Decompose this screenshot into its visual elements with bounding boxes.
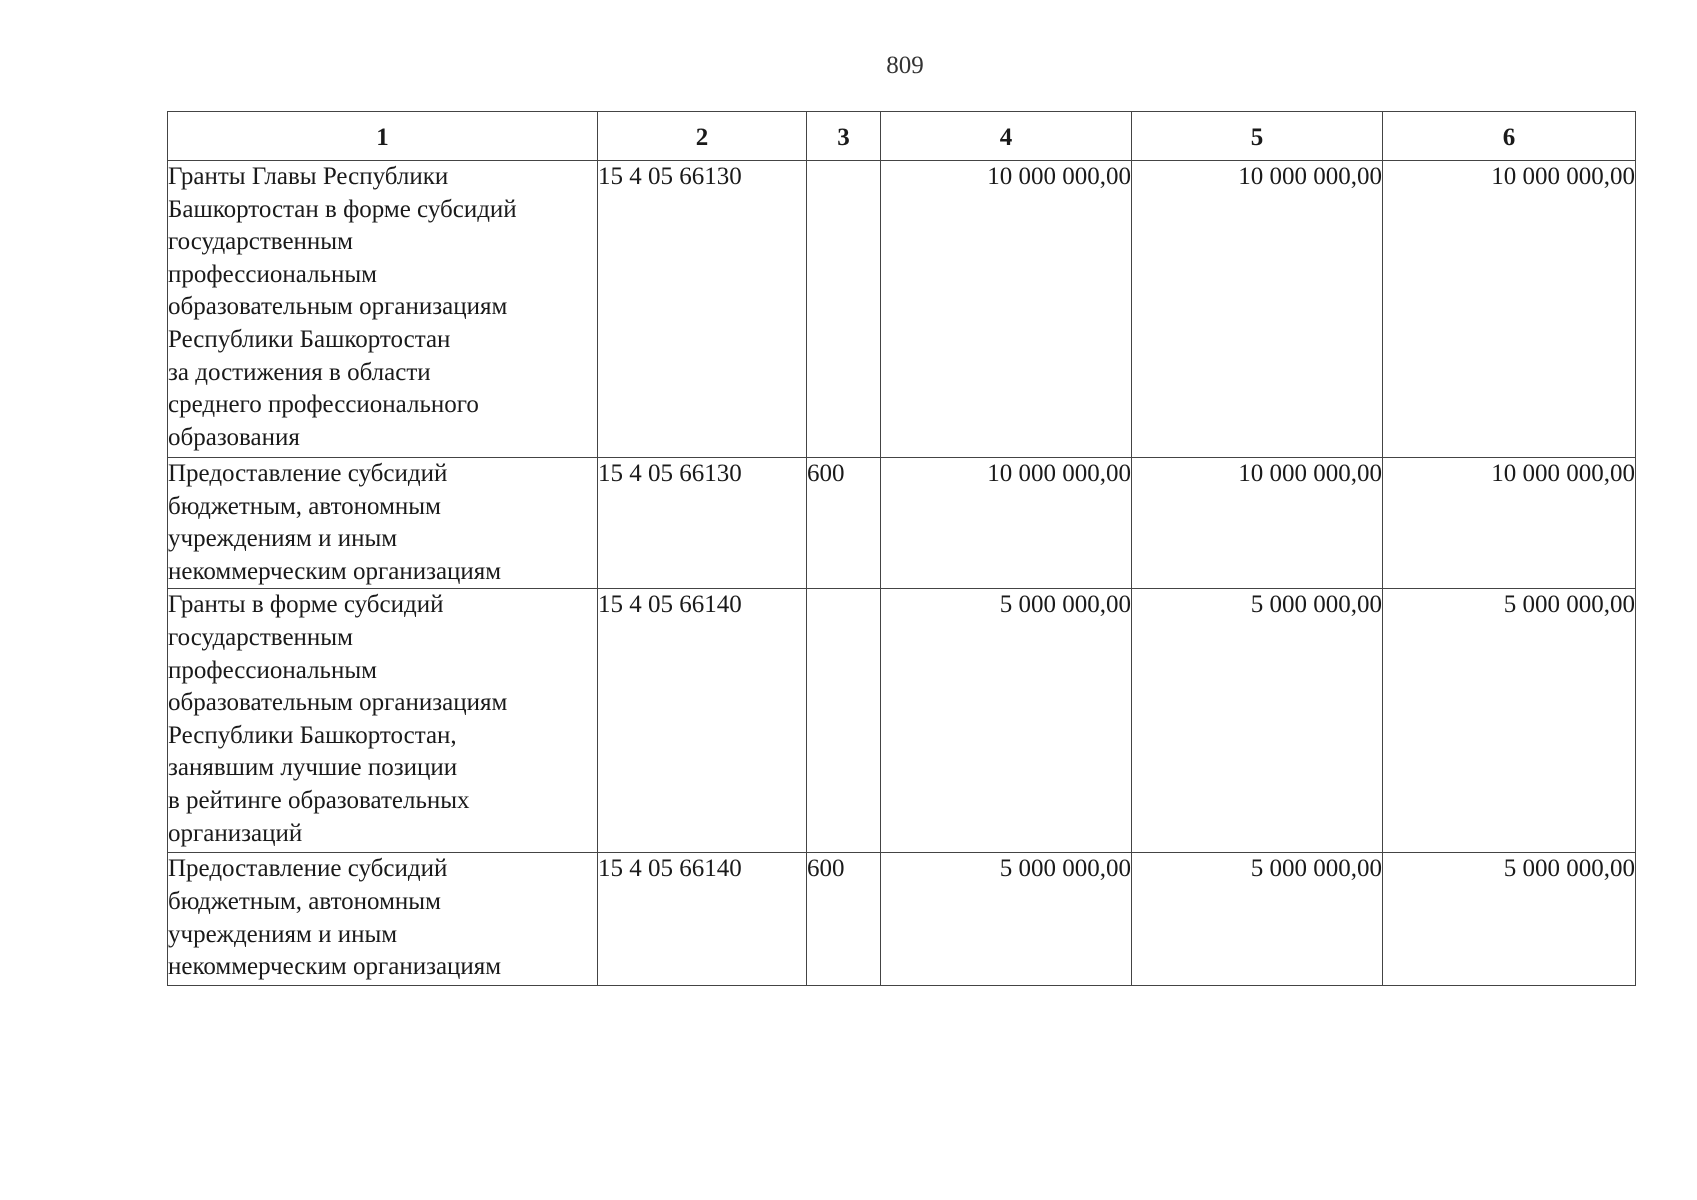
row-name-cell [168, 589, 598, 853]
column-header-6: 6 [1383, 112, 1636, 161]
table-row [168, 458, 1636, 589]
amount-col4-cell: 10 000 000,00 [881, 161, 1132, 458]
name-line: некоммерческим организациям [168, 953, 502, 981]
table-row [168, 161, 1636, 458]
page-number: 809 [886, 52, 924, 79]
amount-col6-cell: 10 000 000,00 [1383, 458, 1636, 589]
amount-col4-cell: 10 000 000,00 [881, 458, 1132, 589]
header-row [168, 112, 1636, 161]
amount-col4-cell: 5 000 000,00 [881, 589, 1132, 853]
name-line: бюджетным, автономным [168, 887, 441, 915]
table-body [168, 161, 1636, 986]
name-line: образовательным организациям [168, 293, 508, 321]
column-header-3: 3 [807, 112, 881, 161]
expense-type-cell: 600 [807, 853, 881, 986]
name-line: образования [168, 423, 300, 451]
amount-col5-cell: 10 000 000,00 [1132, 161, 1383, 458]
target-code-cell: 15 4 05 66140 [598, 589, 807, 853]
name-line: учреждениям и иным [168, 920, 398, 948]
name-line: организаций [168, 819, 303, 847]
table-row [168, 853, 1636, 986]
name-line: бюджетным, автономным [168, 492, 441, 520]
name-line: Предоставление субсидий [168, 855, 448, 883]
name-line: занявшим лучшие позиции [168, 754, 458, 782]
name-line: образовательным организациям [168, 689, 508, 717]
column-header-1: 1 [168, 112, 598, 161]
column-header-5: 5 [1132, 112, 1383, 161]
name-line: в рейтинге образовательных [168, 786, 470, 814]
expense-type-cell: 600 [807, 458, 881, 589]
name-line: за достижения в области [168, 358, 431, 386]
name-line: Республики Башкортостан, [168, 721, 457, 749]
amount-col6-cell: 10 000 000,00 [1383, 161, 1636, 458]
amount-col5-cell: 10 000 000,00 [1132, 458, 1383, 589]
target-code-cell: 15 4 05 66130 [598, 458, 807, 589]
expense-type-cell [807, 589, 881, 853]
name-line: Республики Башкортостан [168, 325, 451, 353]
column-header-4: 4 [881, 112, 1132, 161]
name-line: среднего профессионального [168, 391, 479, 419]
row-name-cell [168, 853, 598, 986]
name-line: некоммерческим организациям [168, 557, 502, 585]
target-code-cell: 15 4 05 66130 [598, 161, 807, 458]
name-line: учреждениям и иным [168, 525, 398, 553]
amount-col6-cell: 5 000 000,00 [1383, 853, 1636, 986]
table-header [168, 112, 1636, 161]
row-name-cell [168, 161, 598, 458]
name-line: профессиональным [168, 656, 377, 684]
row-name-cell [168, 458, 598, 589]
name-line: Башкортостан в форме субсидий [168, 195, 517, 223]
name-line: Предоставление субсидий [168, 460, 448, 487]
amount-col6-cell: 5 000 000,00 [1383, 589, 1636, 853]
name-line: профессиональным [168, 260, 377, 288]
target-code-cell: 15 4 05 66140 [598, 853, 807, 986]
column-header-2: 2 [598, 112, 807, 161]
name-line: государственным [168, 228, 353, 256]
name-line: государственным [168, 623, 353, 651]
name-line: Гранты в форме субсидий [168, 591, 444, 619]
amount-col5-cell: 5 000 000,00 [1132, 853, 1383, 986]
name-line: Гранты Главы Республики [168, 163, 449, 190]
amount-col5-cell: 5 000 000,00 [1132, 589, 1383, 853]
budget-table [167, 111, 1636, 986]
expense-type-cell [807, 161, 881, 458]
amount-col4-cell: 5 000 000,00 [881, 853, 1132, 986]
table-row [168, 589, 1636, 853]
